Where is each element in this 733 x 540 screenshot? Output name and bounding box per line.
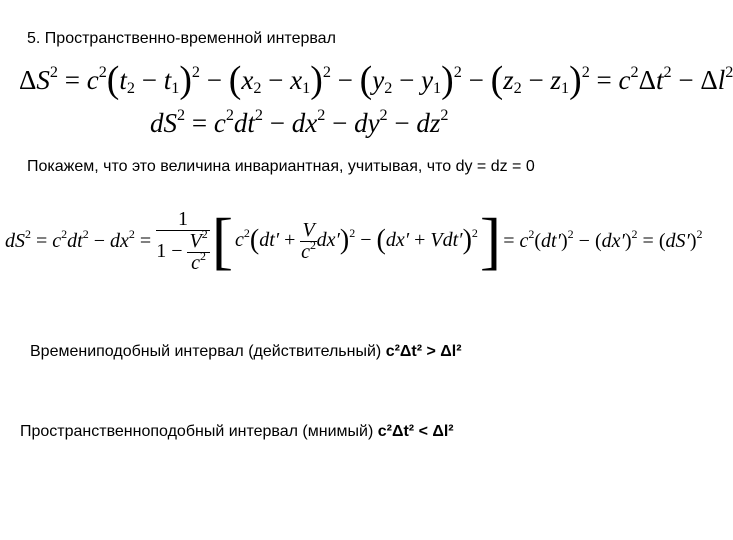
timelike-interval-text: Времениподобный интервал (действительный): [30, 343, 386, 360]
formula-interval-finite: $\Delta S^2 = c^2(t_2 - t_1)^2 - (x_2 - x_1)^2 - (y_2 - y_1)^2 - (z_2 - z_1)^2 = c^2\Delta t^2 - \Delta l^2$: [19, 59, 733, 101]
formula-interval-differential: $dS^2 = c^2dt^2 - dx^2 - dy^2 - dz^2$: [150, 105, 449, 138]
formula-invariance-proof: $dS^2 = c^2dt^2 - dx^2$ = 1 1 − $\frac{V^2}{c^2}$ [ $c^2(dt'$ + $\frac{V}{c^2}$ $dx')^2 - (dx' + Vdt')^2$ ] = $c^2(dt')^2 - (dx')^2 = (dS')^2$: [5, 205, 703, 276]
spacelike-interval-text: Пространственноподобный интервал (мнимый): [20, 423, 378, 440]
timelike-interval-line: [30, 343, 462, 361]
spacelike-interval-line: [20, 423, 454, 441]
timelike-interval-condition: c²Δt² > Δl²: [385, 343, 462, 360]
slide-title: 5. Пространственно-временной интервал: [27, 30, 336, 47]
invariance-statement: Покажем, что это величина инвариантная, учитывая, что dy = dz = 0: [27, 158, 535, 175]
spacelike-interval-condition: c²Δt² < Δl²: [377, 423, 454, 440]
